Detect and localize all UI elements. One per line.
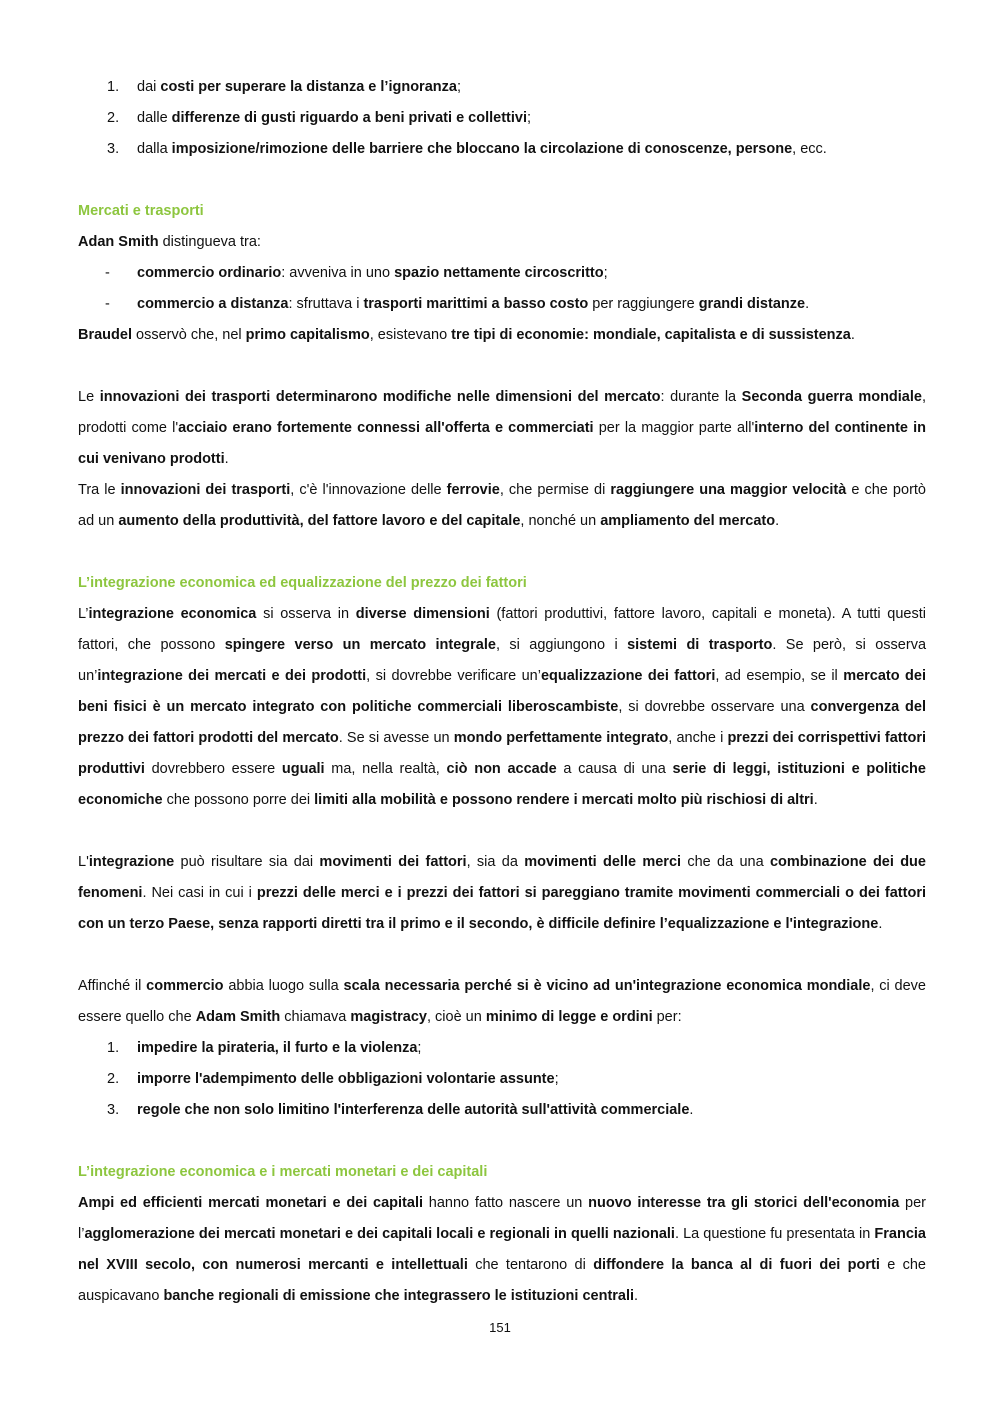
text-run: per la maggior parte all' bbox=[593, 420, 755, 436]
text-run: e che auspicavano bbox=[78, 1257, 926, 1304]
list-item bbox=[78, 1095, 926, 1126]
bold-text: prezzi dei corrispettivi fattori produttivi bbox=[78, 730, 926, 777]
paragraph-braudel bbox=[78, 320, 926, 351]
text-run: per l’ bbox=[78, 1195, 926, 1242]
paragraph-movimenti bbox=[78, 847, 926, 940]
list-item bbox=[78, 103, 926, 134]
text-run: dovrebbero essere bbox=[144, 761, 282, 777]
bold-text: minimo di legge e ordini bbox=[485, 1009, 653, 1025]
bold-text: banche regionali di emissione che integrassero le istituzioni centrali bbox=[163, 1288, 635, 1304]
list-marker: 3. bbox=[107, 141, 120, 157]
list-marker: 2. bbox=[107, 1071, 120, 1087]
text-run: L' bbox=[78, 854, 89, 870]
text-run: : avveniva in uno bbox=[281, 265, 395, 281]
text-run: , nonché un bbox=[520, 513, 601, 529]
bold-text: nuovo interesse tra gli storici dell'economia bbox=[588, 1195, 900, 1211]
bold-text: ferrovie bbox=[446, 482, 500, 498]
bold-text: ampliamento del mercato bbox=[600, 513, 776, 529]
section-heading-mercati-trasporti: Mercati e trasporti bbox=[78, 203, 204, 219]
text-run: che tentarono di bbox=[467, 1257, 594, 1273]
text-run: . bbox=[224, 451, 229, 467]
bold-text: movimenti delle merci bbox=[524, 854, 682, 870]
list-item bbox=[78, 1064, 926, 1095]
text-run: dalla bbox=[137, 141, 172, 157]
text-run: e che portò ad un bbox=[78, 482, 926, 529]
text-run: . bbox=[805, 296, 810, 312]
text-run: che possono porre dei bbox=[162, 792, 315, 808]
text-run: per raggiungere bbox=[588, 296, 699, 312]
bold-text: convergenza del prezzo dei fattori prodotti del mercato bbox=[78, 699, 926, 746]
text-run: : durante la bbox=[660, 389, 742, 405]
bold-text: commercio ordinario bbox=[137, 265, 282, 281]
text-run: . Se si avesse un bbox=[338, 730, 454, 746]
bold-text: integrazione dei mercati e dei prodotti bbox=[97, 668, 367, 684]
text-run: , cioè un bbox=[426, 1009, 486, 1025]
list-marker: - bbox=[105, 265, 110, 281]
text-run: può risultare sia dai bbox=[174, 854, 320, 870]
text-run: Tra le bbox=[78, 482, 121, 498]
bold-text: Francia nel XVIII secolo, con numerosi mercanti e intellettuali bbox=[78, 1226, 926, 1273]
text-run: , ad esempio, se il bbox=[715, 668, 844, 684]
text-run: , si aggiungono i bbox=[495, 637, 628, 653]
bold-text: imporre l'adempimento delle obbligazioni volontarie assunte bbox=[137, 1071, 555, 1087]
bold-text: spingere verso un mercato integrale bbox=[224, 637, 496, 653]
page-number: 151 bbox=[489, 1320, 511, 1335]
text-run: , si dovrebbe osservare una bbox=[618, 699, 811, 715]
bold-text: movimenti dei fattori bbox=[319, 854, 467, 870]
text-run: abbia luogo sulla bbox=[223, 978, 344, 994]
bold-text: uguali bbox=[281, 761, 325, 777]
bold-text: magistracy bbox=[350, 1009, 427, 1025]
bold-text: acciaio erano fortemente connessi all'offerta e commerciati bbox=[178, 420, 594, 436]
text-run: ma, nella realtà, bbox=[324, 761, 447, 777]
bold-text: innovazioni dei trasporti determinarono modifiche nelle dimensioni del mercato bbox=[99, 389, 661, 405]
list-item bbox=[78, 289, 926, 320]
text-run: ; bbox=[417, 1040, 422, 1056]
bold-text: imposizione/rimozione delle barriere che bloccano la circolazione di conoscenze, persone bbox=[171, 141, 793, 157]
bold-text: Ampi ed efficienti mercati monetari e dei capitali bbox=[78, 1195, 424, 1211]
bold-text: impedire la pirateria, il furto e la violenza bbox=[137, 1040, 418, 1056]
text-run: , anche i bbox=[668, 730, 728, 746]
list-item bbox=[78, 1033, 926, 1064]
paragraph-ferrovie bbox=[78, 475, 926, 537]
text-run: per: bbox=[652, 1009, 682, 1025]
text-run: ; bbox=[527, 110, 532, 126]
section-heading-integrazione: L’integrazione economica ed equalizzazione del prezzo dei fattori bbox=[78, 575, 527, 591]
list-marker: 1. bbox=[107, 79, 120, 95]
bold-text: combinazione dei due fenomeni bbox=[78, 854, 926, 901]
text-run: . Se però, si osserva un’ bbox=[78, 637, 927, 684]
bold-text: mondo perfettamente integrato bbox=[453, 730, 669, 746]
paragraph-mercati-monetari bbox=[78, 1188, 926, 1312]
list-item bbox=[78, 72, 926, 103]
text-run: , c'è l'innovazione delle bbox=[290, 482, 447, 498]
bold-text: tre tipi di economie: mondiale, capitalista e di sussistenza bbox=[451, 327, 851, 343]
list-item bbox=[78, 134, 926, 165]
bold-text: prezzi delle merci e i prezzi dei fattori si pareggiano tramite movimenti commerciali o dei fattori con un terzo Paese, senza rapporti diretti tra il primo e il secondo, è difficile definire l’equalizzazione e l'integrazione bbox=[78, 885, 926, 932]
text-run: (fattori produttivi, fattore lavoro, capitali e moneta). A tutti questi fattori, che possono bbox=[78, 606, 926, 653]
list-marker: 1. bbox=[107, 1040, 120, 1056]
text-run: , che permise di bbox=[499, 482, 611, 498]
bold-text: aumento della produttività, del fattore lavoro e del capitale bbox=[118, 513, 521, 529]
bold-text: regole che non solo limitino l'interferenza delle autorità sull'attività commerciale bbox=[137, 1102, 690, 1118]
bold-text: sistemi di trasporto bbox=[627, 637, 773, 653]
text-run: . bbox=[850, 327, 855, 343]
text-run: L’ bbox=[78, 606, 89, 622]
bold-text: trasporti marittimi a basso costo bbox=[363, 296, 589, 312]
bold-text: ciò non accade bbox=[446, 761, 557, 777]
bold-text: Seconda guerra mondiale bbox=[741, 389, 922, 405]
text-run: distingueva tra: bbox=[158, 234, 261, 250]
paragraph-commercio bbox=[78, 971, 926, 1033]
bold-text: serie di leggi, istituzioni e politiche economiche bbox=[78, 761, 926, 808]
text-run: che da una bbox=[681, 854, 770, 870]
bold-text: limiti alla mobilità e possono rendere i mercati molto più rischiosi di altri bbox=[314, 792, 814, 808]
text-run: . bbox=[813, 792, 818, 808]
text-run: . bbox=[689, 1102, 694, 1118]
text-run: chiamava bbox=[280, 1009, 351, 1025]
bold-text: scala necessaria perché si è vicino ad un'integrazione economica mondiale bbox=[343, 978, 871, 994]
text-run: ; bbox=[456, 79, 461, 95]
text-run: . bbox=[775, 513, 780, 529]
text-run: . La questione fu presentata in bbox=[674, 1226, 875, 1242]
text-run: . Nei casi in cui i bbox=[142, 885, 257, 901]
bold-text: integrazione economica bbox=[88, 606, 257, 622]
list-marker: 2. bbox=[107, 110, 120, 126]
text-run: : sfruttava i bbox=[288, 296, 364, 312]
list-marker: - bbox=[105, 296, 110, 312]
text-run: Affinché il bbox=[78, 978, 147, 994]
text-run: dalle bbox=[137, 110, 172, 126]
bold-text: diverse dimensioni bbox=[355, 606, 490, 622]
bold-text: commercio a distanza bbox=[137, 296, 289, 312]
text-run: ; bbox=[554, 1071, 559, 1087]
text-run: hanno fatto nascere un bbox=[423, 1195, 589, 1211]
text-run: , si dovrebbe verificare un’ bbox=[366, 668, 541, 684]
paragraph-integrazione bbox=[78, 599, 926, 816]
text-run: , ci deve essere quello che bbox=[78, 978, 926, 1025]
bold-text: costi per superare la distanza e l’ignoranza bbox=[160, 79, 457, 95]
bold-text: integrazione bbox=[88, 854, 175, 870]
bold-text: mercato dei beni fisici è un mercato integrato con politiche commerciali liberoscambiste bbox=[78, 668, 926, 715]
text-run: ; bbox=[603, 265, 608, 281]
paragraph-trasporti bbox=[78, 382, 926, 475]
bold-text: commercio bbox=[146, 978, 224, 994]
text-run: . bbox=[634, 1288, 639, 1304]
list-item bbox=[78, 258, 926, 289]
text-run: a causa di una bbox=[556, 761, 673, 777]
bold-text: diffondere la banca al di fuori dei porti bbox=[593, 1257, 880, 1273]
text-run: , ecc. bbox=[792, 141, 827, 157]
bold-text: agglomerazione dei mercati monetari e dei capitali locali e regionali in quelli nazionali bbox=[84, 1226, 675, 1242]
text-run: , esistevano bbox=[369, 327, 452, 343]
text-run: , sia da bbox=[466, 854, 525, 870]
bold-text: grandi distanze bbox=[698, 296, 806, 312]
bold-text: equalizzazione dei fattori bbox=[540, 668, 716, 684]
commerce-types-list bbox=[78, 258, 926, 320]
bold-text: Braudel bbox=[78, 327, 132, 343]
bold-text: raggiungere una maggior velocità bbox=[610, 482, 847, 498]
bold-text: spazio nettamente circoscritto bbox=[394, 265, 604, 281]
list-marker: 3. bbox=[107, 1102, 120, 1118]
bold-text: differenze di gusti riguardo a beni privati e collettivi bbox=[171, 110, 527, 126]
bold-text: Adam Smith bbox=[195, 1009, 281, 1025]
text-run: , prodotti come l' bbox=[78, 389, 926, 436]
bold-text: Adan Smith bbox=[78, 234, 159, 250]
magistracy-list bbox=[78, 1033, 926, 1126]
text-run: si osserva in bbox=[256, 606, 356, 622]
section-heading-mercati-monetari: L’integrazione economica e i mercati monetari e dei capitali bbox=[78, 1164, 488, 1180]
bold-text: innovazioni dei trasporti bbox=[120, 482, 291, 498]
cost-factors-list bbox=[78, 72, 926, 165]
text-run: osservò che, nel bbox=[132, 327, 246, 343]
document-page bbox=[78, 72, 926, 1312]
paragraph-smith bbox=[78, 227, 926, 258]
text-run: dai bbox=[137, 79, 161, 95]
bold-text: primo capitalismo bbox=[245, 327, 370, 343]
bold-text: interno del continente in cui venivano prodotti bbox=[78, 420, 926, 467]
text-run: Le bbox=[78, 389, 100, 405]
text-run: . bbox=[878, 916, 883, 932]
